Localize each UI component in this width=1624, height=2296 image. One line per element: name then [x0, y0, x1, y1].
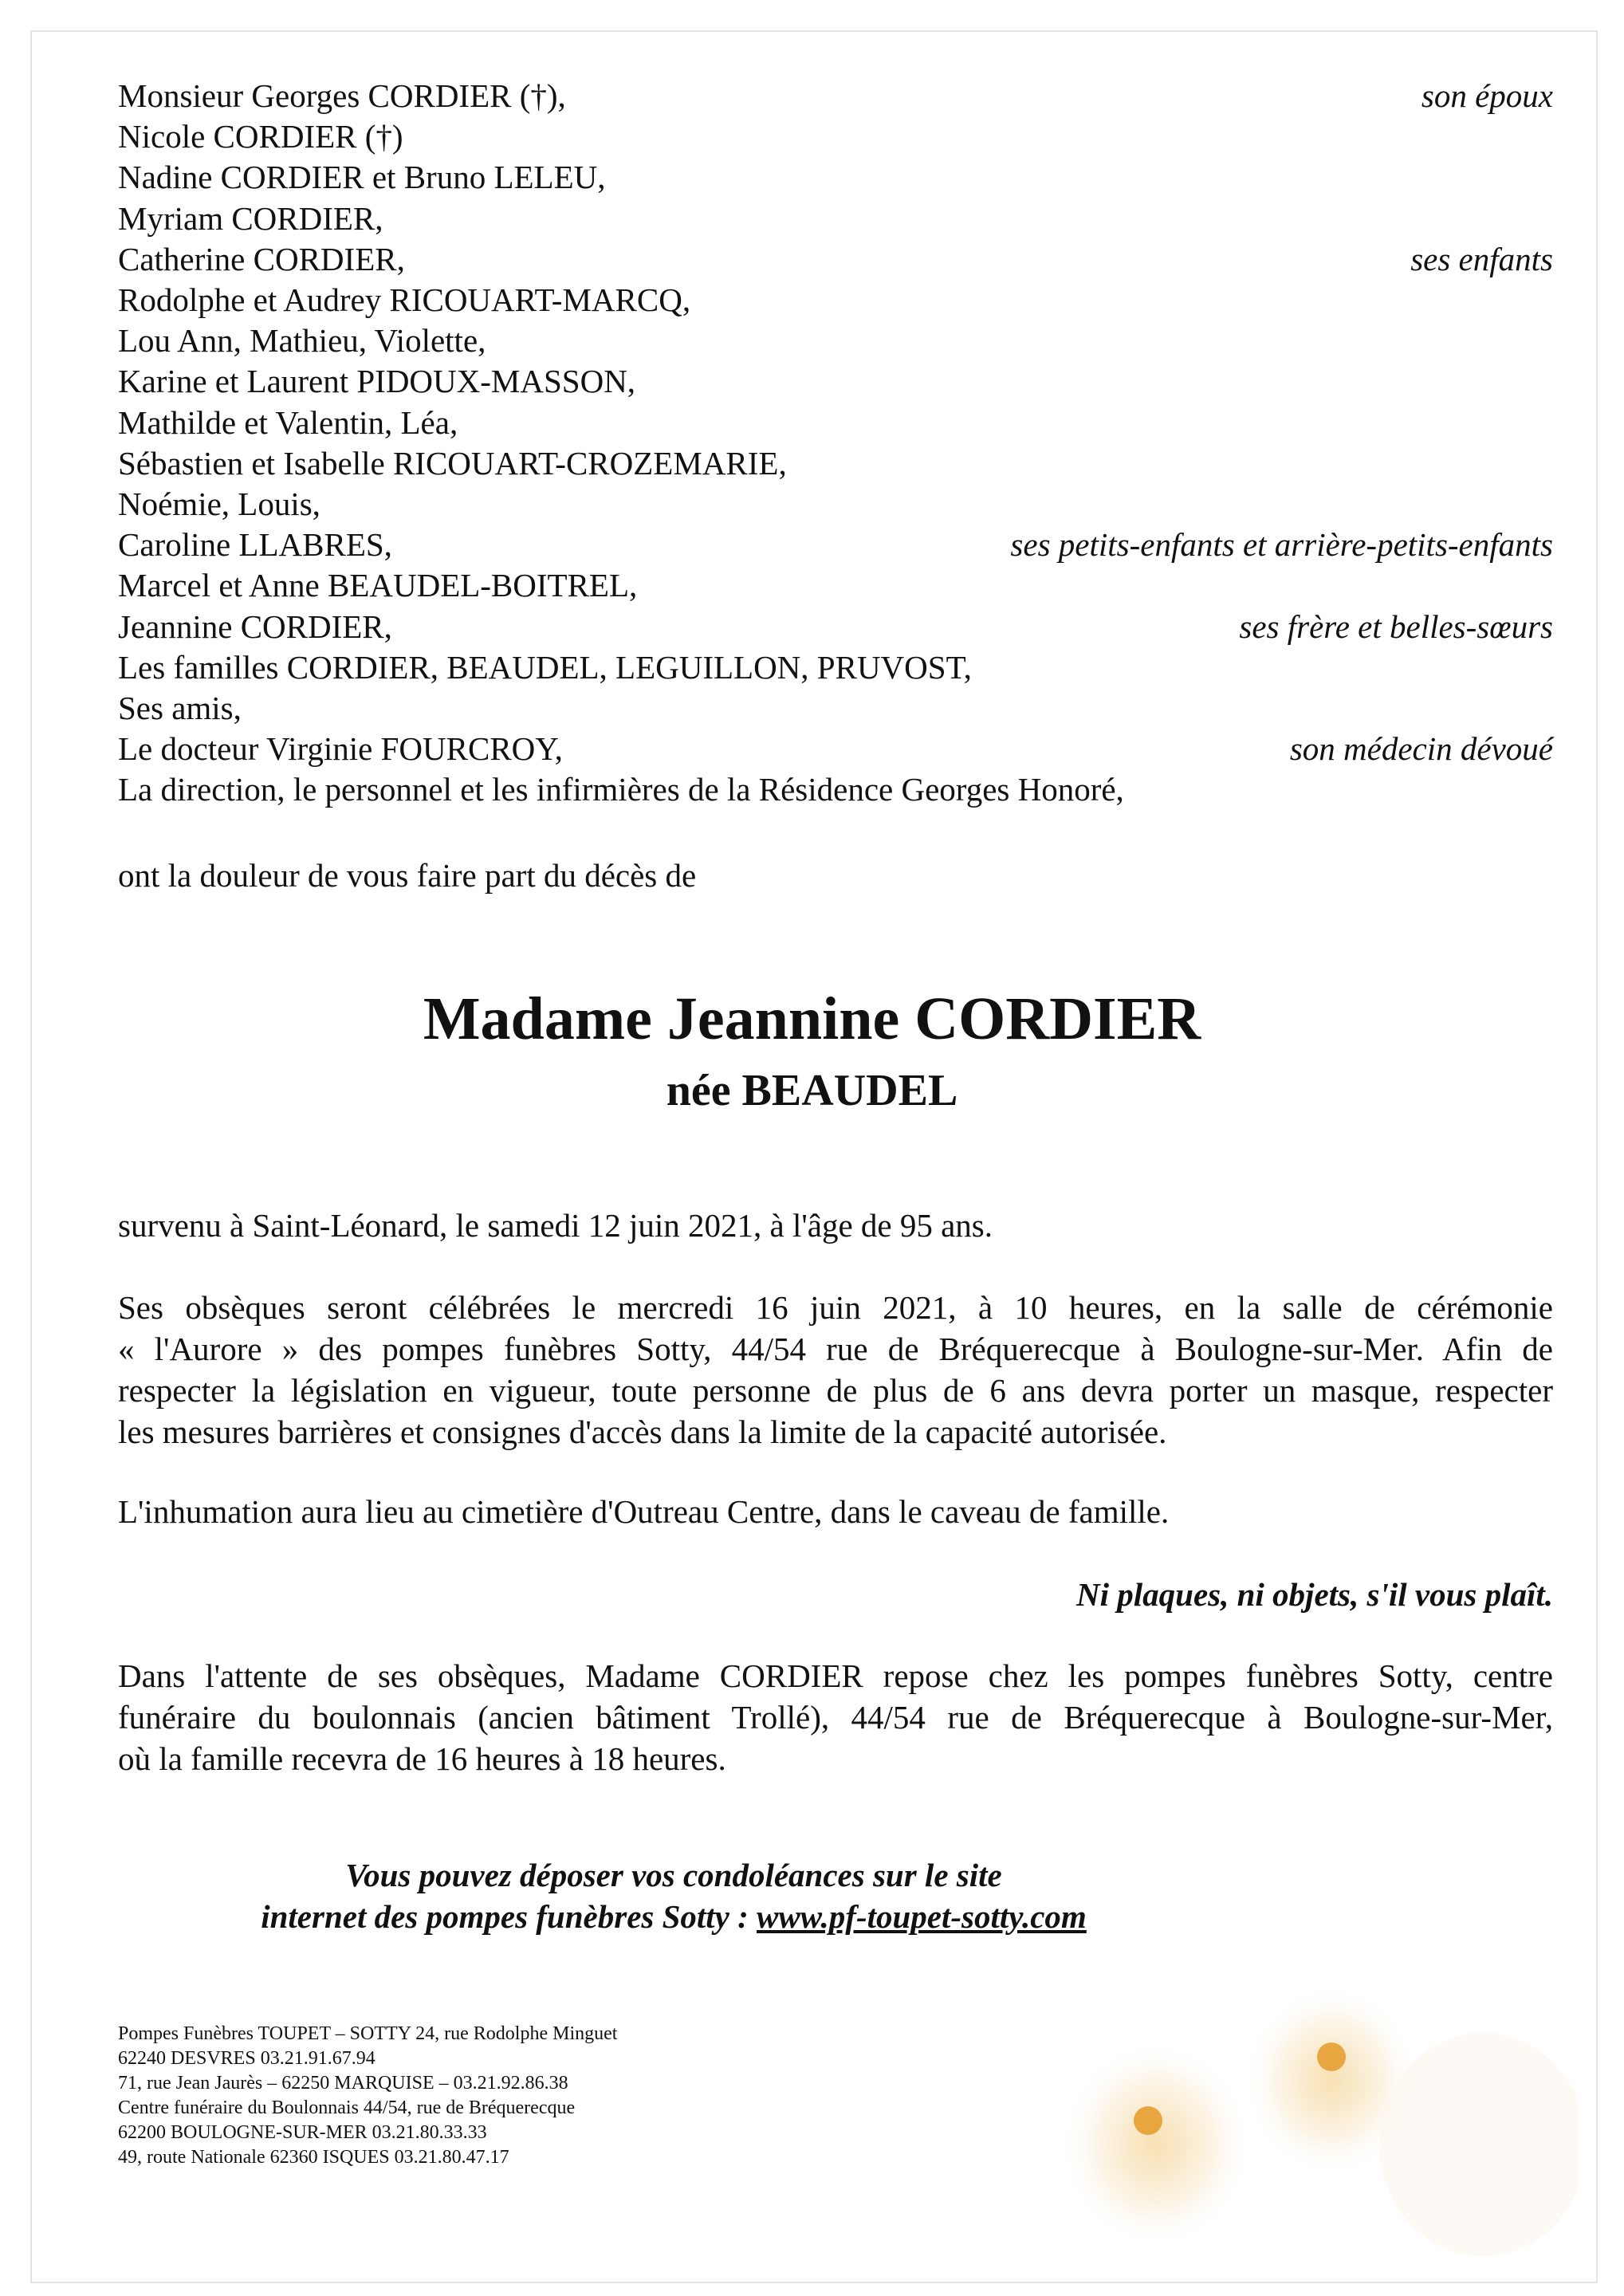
- website-link[interactable]: www.pf-toupet-sotty.com: [757, 1898, 1087, 1935]
- family-row: [118, 565, 1553, 606]
- orchid-flowers-image: [1068, 1961, 1579, 2264]
- deceased-name: Madame Jeannine CORDIER: [423, 985, 1201, 1052]
- family-row: [118, 116, 1553, 157]
- funeral-line: les mesures barrières et consignes d'accès dans la limite de la capacité autorisée.: [118, 1413, 1167, 1450]
- family-row: [118, 280, 1553, 320]
- relation-label: son médecin dévoué: [1289, 730, 1553, 768]
- family-row: [118, 320, 1553, 361]
- family-member: Monsieur Georges CORDIER (†),: [118, 77, 566, 114]
- family-member: Mathilde et Valentin, Léa,: [118, 403, 458, 441]
- family-member: Noémie, Louis,: [118, 486, 320, 522]
- family-row: [118, 443, 1553, 484]
- family-row: [118, 157, 1553, 198]
- family-member: Nadine CORDIER et Bruno LELEU,: [118, 159, 606, 196]
- footer-line: 62240 DESVRES 03.21.91.67.94: [118, 2048, 376, 2069]
- visitation-line: Dans l'attente de ses obsèques, Madame CORDIER repose chez les pompes funèbres Sotty, centre: [118, 1657, 1553, 1694]
- family-member: Les familles CORDIER, BEAUDEL, LEGUILLON, PRUVOST,: [118, 648, 972, 686]
- family-member: Rodolphe et Audrey RICOUART-MARCQ,: [118, 281, 691, 318]
- family-row: [118, 607, 1553, 647]
- family-member: Karine et Laurent PIDOUX-MASSON,: [118, 363, 636, 400]
- family-row: [118, 76, 1553, 116]
- relation-label: ses frère et belles-sœurs: [1239, 607, 1553, 645]
- family-row: [118, 239, 1553, 280]
- family-member: Le docteur Virginie FOURCROY,: [118, 730, 563, 768]
- family-row: [118, 688, 1553, 729]
- death-text: survenu à Saint-Léonard, le samedi 12 juin 2021, à l'âge de 95 ans.: [118, 1207, 993, 1244]
- maiden-name: née BEAUDEL: [666, 1066, 958, 1115]
- family-member: Ses amis,: [118, 690, 242, 726]
- footer-line: 62200 BOULOGNE-SUR-MER 03.21.80.33.33: [118, 2122, 487, 2143]
- family-member: Jeannine CORDIER,: [118, 607, 392, 645]
- family-row: [118, 484, 1553, 525]
- family-member: Lou Ann, Mathieu, Violette,: [118, 322, 486, 360]
- condolences-line1: Vous pouvez déposer vos condoléances sur le site: [345, 1857, 1002, 1893]
- family-member: Sébastien et Isabelle RICOUART-CROZEMARIE,: [118, 444, 787, 482]
- condolences-prefix: internet des pompes funèbres Sotty :: [261, 1898, 757, 1935]
- family-row: [118, 525, 1553, 565]
- relation-label: son époux: [1421, 77, 1553, 114]
- relation-label: ses petits-enfants et arrière-petits-enfants: [1010, 526, 1553, 564]
- relation-label: ses enfants: [1410, 240, 1553, 277]
- announce-text: ont la douleur de vous faire part du décès de: [118, 857, 697, 894]
- funeral-line: « l'Aurore » des pompes funèbres Sotty, 44/54 rue de Bréquerecque à Boulogne-sur-Mer. Afin de: [118, 1331, 1553, 1367]
- burial-text: L'inhumation aura lieu au cimetière d'Outreau Centre, dans le caveau de famille.: [118, 1493, 1170, 1530]
- footer-line: 49, route Nationale 62360 ISQUES 03.21.80.47.17: [118, 2147, 509, 2168]
- funeral-home-addresses: [118, 2022, 617, 2170]
- family-row: [118, 199, 1553, 239]
- family-member: Catherine CORDIER,: [118, 240, 405, 277]
- family-row: [118, 647, 1553, 688]
- family-member: Nicole CORDIER (†): [118, 118, 403, 155]
- footer-line: 71, rue Jean Jaurès – 62250 MARQUISE – 03.21.92.86.38: [118, 2073, 568, 2094]
- family-row: [118, 361, 1553, 402]
- visitation-line: où la famille recevra de 16 heures à 18 heures.: [118, 1740, 726, 1777]
- footer-line: Pompes Funèbres TOUPET – SOTTY 24, rue Rodolphe Minguet: [118, 2023, 618, 2044]
- family-row: [118, 769, 1553, 810]
- family-member: Myriam CORDIER,: [118, 199, 383, 237]
- family-member: Marcel et Anne BEAUDEL-BOITREL,: [118, 567, 638, 604]
- no-flowers-text: Ni plaques, ni objets, s'il vous plaît.: [1076, 1576, 1553, 1613]
- funeral-line: Ses obsèques seront célébrées le mercredi 16 juin 2021, à 10 heures, en la salle de cérémonie: [118, 1289, 1553, 1326]
- family-member: Caroline LLABRES,: [118, 526, 392, 564]
- condolences: [0, 1854, 1347, 1937]
- family-row: [118, 403, 1553, 443]
- footer-line: Centre funéraire du Boulonnais 44/54, rue de Bréquerecque: [118, 2097, 576, 2118]
- family-member: La direction, le personnel et les infirmières de la Résidence Georges Honoré,: [118, 771, 1124, 808]
- visitation-line: funéraire du boulonnais (ancien bâtiment Trollé), 44/54 rue de Bréquerecque à Boulogne-sur-Mer,: [118, 1699, 1553, 1736]
- funeral-line: respecter la législation en vigueur, toute personne de plus de 6 ans devra porter un masque, respecter: [118, 1372, 1553, 1409]
- family-row: [118, 729, 1553, 769]
